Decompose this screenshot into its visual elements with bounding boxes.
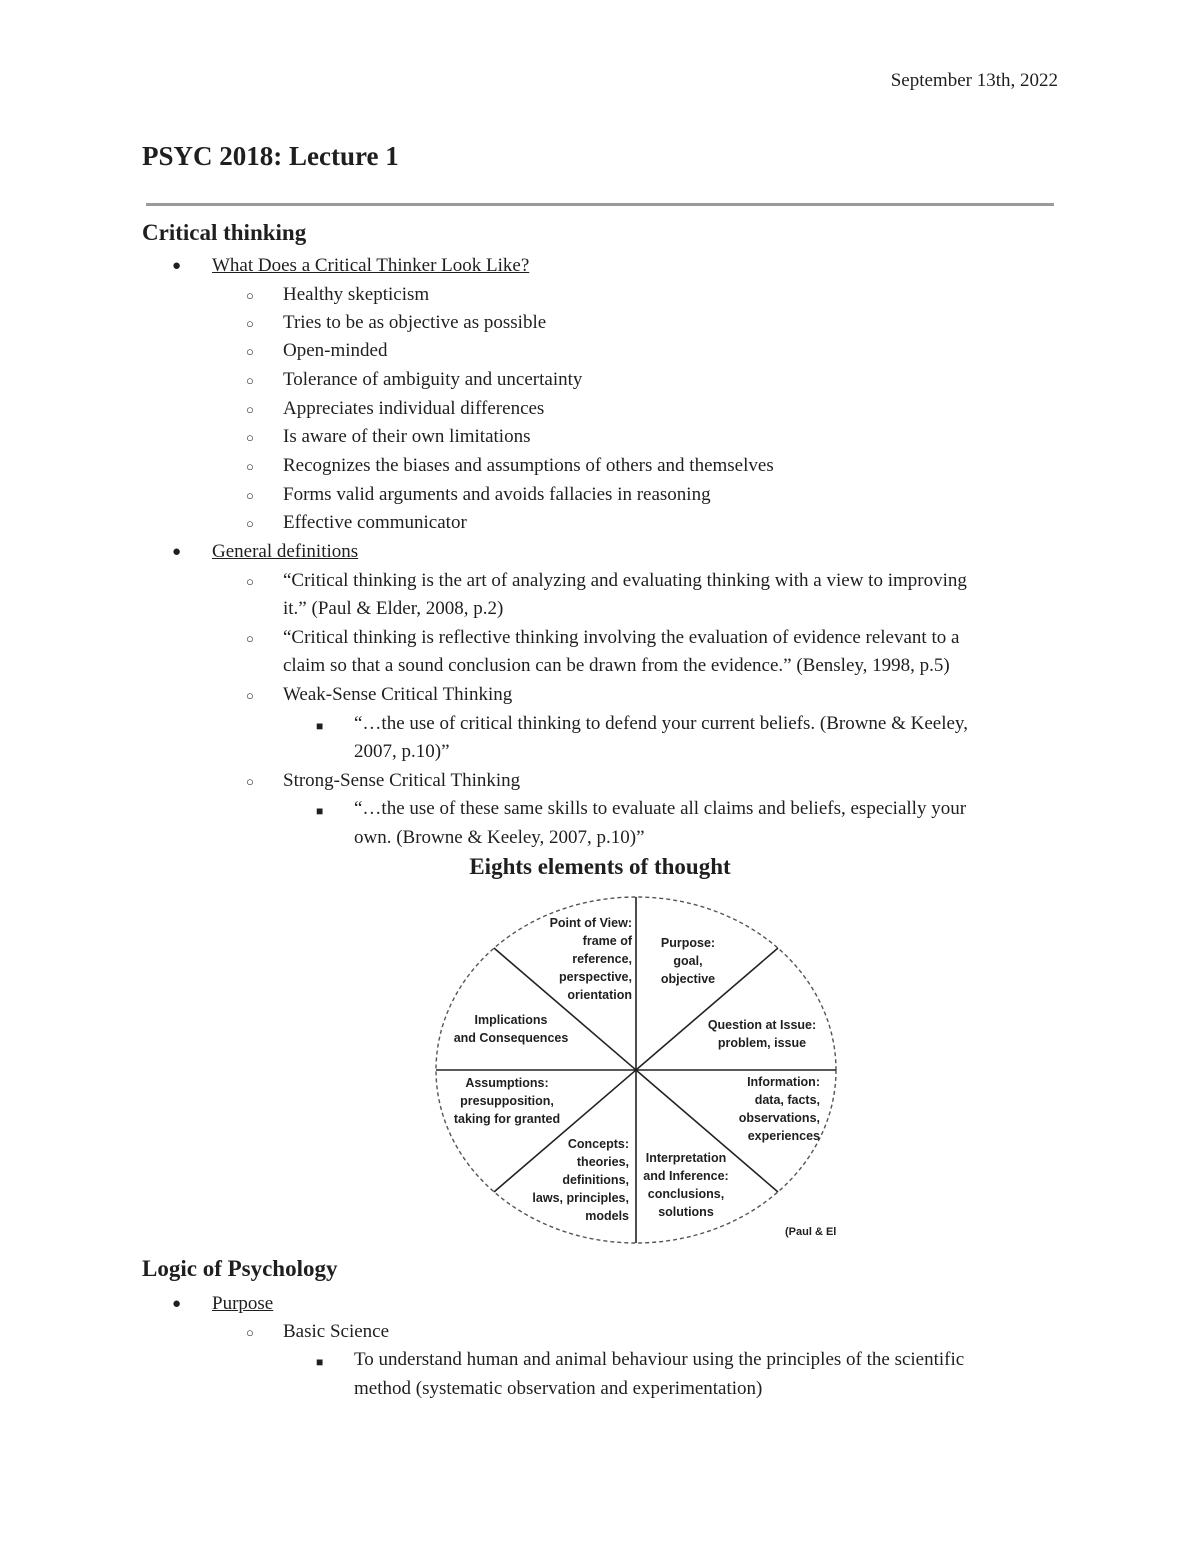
segment-question-at-issue <box>700 1016 824 1052</box>
title-divider <box>146 203 1054 206</box>
basic-science-text: To understand human and animal behaviour using the principles of the scientific <box>354 1349 965 1370</box>
segment-interpretation <box>636 1149 736 1221</box>
strong-sense-quote: “…the use of these same skills to evaluate all claims and beliefs, especially your <box>354 798 967 819</box>
segment-line: definitions, <box>562 1173 629 1187</box>
list-item: Is aware of their own limitations <box>283 426 531 447</box>
bullet-icon: ○ <box>246 373 254 388</box>
bullet-icon: ○ <box>246 574 254 589</box>
segment-line: conclusions, <box>647 1187 725 1201</box>
page-title: PSYC 2018: Lecture 1 <box>142 141 399 171</box>
list-item: Recognizes the biases and assumptions of others and themselves <box>283 455 774 476</box>
segment-line: reference, <box>572 952 632 966</box>
segment-line: observations, <box>738 1111 820 1125</box>
bullet-icon: ● <box>172 258 182 274</box>
segment-line: presupposition, <box>460 1094 554 1108</box>
weak-sense-quote: “…the use of critical thinking to defend your current beliefs. (Browne & Keeley, <box>354 713 968 734</box>
elements-of-thought-wheel <box>430 888 850 1248</box>
segment-assumptions <box>444 1074 570 1128</box>
bullet-icon: ● <box>172 544 182 560</box>
segment-line: data, facts, <box>754 1093 820 1107</box>
segment-line: frame of <box>582 934 632 948</box>
bullet-icon: ○ <box>246 516 254 531</box>
purpose-link: Purpose <box>212 1293 274 1314</box>
list-item: Open-minded <box>283 340 388 361</box>
list-item: Healthy skepticism <box>283 284 430 305</box>
bullet-icon: ○ <box>246 430 254 445</box>
what-critical-thinker-link: What Does a Critical Thinker Look Like? <box>212 255 530 276</box>
bullet-icon: ○ <box>246 344 254 359</box>
segment-line: theories, <box>576 1155 629 1169</box>
segment-line: Question at Issue: <box>707 1018 817 1032</box>
segment-line: goal, <box>673 954 703 968</box>
list-item: Tries to be as objective as possible <box>283 312 547 333</box>
bullet-icon: ○ <box>246 402 254 417</box>
segment-line: objective <box>660 972 716 986</box>
definition-bensley-cont: claim so that a sound conclusion can be drawn from the evidence.” (Bensley, 1998, p.5) <box>283 655 950 676</box>
segment-point-of-view <box>522 914 632 1004</box>
list-item: Forms valid arguments and avoids fallacies in reasoning <box>283 484 711 505</box>
figure-citation: (Paul & El <box>785 1226 837 1238</box>
general-definitions-link: General definitions <box>212 541 359 562</box>
bullet-icon: ○ <box>246 316 254 331</box>
definition-paul-elder-cont: it.” (Paul & Elder, 2008, p.2) <box>283 598 504 619</box>
segment-line: Point of View: <box>549 916 632 930</box>
segment-line: Assumptions: <box>465 1076 549 1090</box>
weak-sense-quote-cont: 2007, p.10)” <box>354 741 450 762</box>
segment-line: solutions <box>658 1205 714 1219</box>
segment-line: laws, principles, <box>532 1191 629 1205</box>
segment-line: Implications <box>474 1013 548 1027</box>
bullet-icon: ■ <box>316 1355 324 1369</box>
list-item: Effective communicator <box>283 512 467 533</box>
bullet-icon: ○ <box>246 688 254 703</box>
segment-line: perspective, <box>559 970 632 984</box>
segment-concepts <box>514 1135 629 1225</box>
segment-line: and Consequences <box>453 1031 569 1045</box>
segment-purpose <box>648 934 728 988</box>
segment-line: orientation <box>567 988 632 1002</box>
segment-line: Purpose: <box>660 936 716 950</box>
bullet-icon: ○ <box>246 488 254 503</box>
segment-line: Concepts: <box>567 1137 629 1151</box>
logic-of-psychology-heading: Logic of Psychology <box>142 1256 338 1281</box>
segment-line: taking for granted <box>453 1112 561 1126</box>
figure-title: Eights elements of thought <box>469 854 731 879</box>
bullet-icon: ○ <box>246 1325 254 1340</box>
segment-information <box>720 1073 820 1145</box>
definition-paul-elder: “Critical thinking is the art of analyzing and evaluating thinking with a view to improving <box>283 570 967 591</box>
basic-science-text-cont: method (systematic observation and experimentation) <box>354 1378 763 1399</box>
segment-implications <box>448 1011 574 1047</box>
basic-science-label: Basic Science <box>283 1321 390 1342</box>
segment-line: and Inference: <box>643 1169 729 1183</box>
bullet-icon: ● <box>172 1296 182 1312</box>
segment-line: problem, issue <box>717 1036 807 1050</box>
segment-line: models <box>585 1209 629 1223</box>
bullet-icon: ○ <box>246 459 254 474</box>
segment-line: Information: <box>747 1075 820 1089</box>
list-item: Appreciates individual differences <box>283 398 545 419</box>
weak-sense-label: Weak-Sense Critical Thinking <box>283 684 513 705</box>
critical-thinking-heading: Critical thinking <box>142 220 307 245</box>
segment-line: experiences <box>747 1129 820 1143</box>
date: September 13th, 2022 <box>890 70 1058 91</box>
segment-line: Interpretation <box>645 1151 727 1165</box>
definition-bensley: “Critical thinking is reflective thinking involving the evaluation of evidence relevant to a <box>283 627 960 648</box>
bullet-icon: ○ <box>246 288 254 303</box>
bullet-icon: ■ <box>316 804 324 818</box>
list-item: Tolerance of ambiguity and uncertainty <box>283 369 583 390</box>
bullet-icon: ○ <box>246 774 254 789</box>
bullet-icon: ○ <box>246 631 254 646</box>
strong-sense-label: Strong-Sense Critical Thinking <box>283 770 521 791</box>
strong-sense-quote-cont: own. (Browne & Keeley, 2007, p.10)” <box>354 827 645 848</box>
bullet-icon: ■ <box>316 719 324 733</box>
